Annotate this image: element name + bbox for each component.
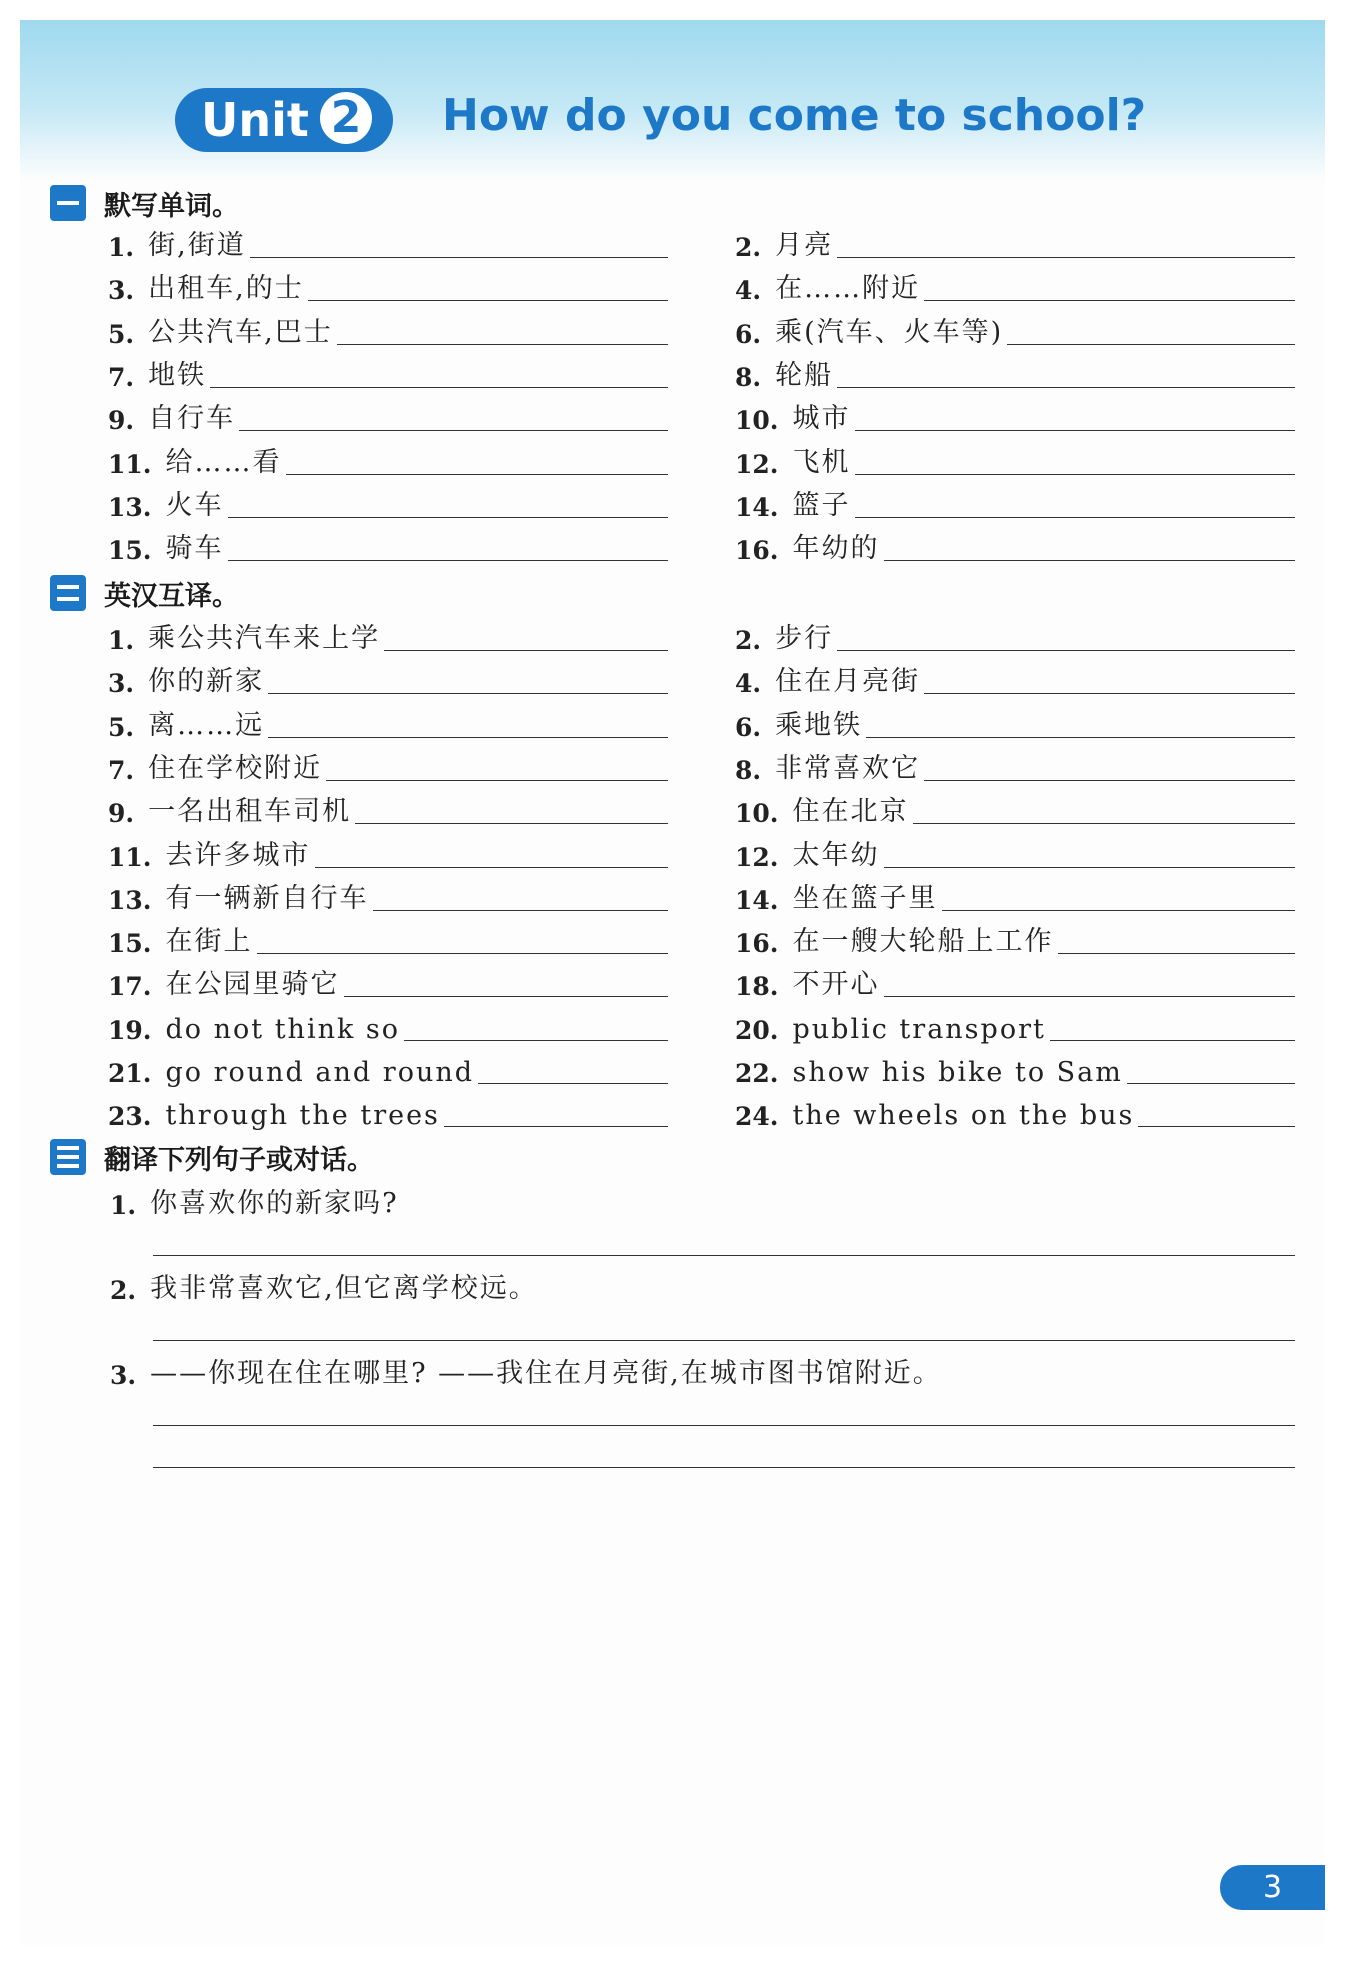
answer-blank[interactable]: [1127, 1082, 1295, 1084]
item-prompt: 住在月亮街: [775, 666, 921, 698]
exercise-item: [108, 265, 668, 305]
answer-blank[interactable]: [239, 429, 668, 431]
item-number: 3.: [108, 669, 135, 699]
answer-blank[interactable]: [373, 909, 669, 911]
item-number: 24.: [735, 1102, 779, 1132]
unit-label: Unit: [201, 93, 309, 147]
answer-blank[interactable]: [866, 736, 1295, 738]
item-number: 5.: [108, 712, 135, 742]
item-prompt: 街,街道: [148, 230, 246, 261]
exercise-item: [735, 482, 1295, 522]
item-number: 19.: [108, 1015, 152, 1045]
answer-blank[interactable]: [478, 1082, 668, 1084]
item-prompt: 公共汽车,巴士: [148, 316, 333, 348]
item-prompt: 乘地铁: [775, 709, 863, 741]
exercise-item: [108, 875, 668, 915]
item-prompt: 出租车,的士: [148, 273, 304, 305]
answer-blank[interactable]: [384, 649, 668, 651]
exercise-item: [735, 265, 1295, 305]
item-prompt: the wheels on the bus: [792, 1100, 1135, 1132]
answer-blank[interactable]: [837, 649, 1295, 651]
answer-blank[interactable]: [250, 256, 668, 258]
item-number: 2.: [735, 233, 762, 262]
item-prompt: do not think so: [165, 1013, 401, 1045]
section-2-title: 英汉互译。: [104, 580, 239, 612]
item-number: 2.: [735, 626, 762, 655]
item-number: 13.: [108, 492, 152, 522]
answer-blank[interactable]: [837, 386, 1295, 388]
answer-blank[interactable]: [228, 516, 669, 518]
item-prompt: 乘(汽车、火车等): [775, 316, 1004, 348]
worksheet-page: [20, 20, 1325, 1945]
answer-blank[interactable]: [884, 866, 1296, 868]
exercise-item: [735, 1005, 1295, 1045]
exercise-item: [735, 875, 1295, 915]
header-banner: [20, 20, 1325, 180]
item-number: 11.: [108, 842, 152, 872]
sentence-text: ——你现在住在哪里? ——我住在月亮街,在城市图书馆附近。: [150, 1358, 942, 1389]
item-number: 16.: [735, 536, 779, 566]
answer-blank[interactable]: [286, 473, 669, 475]
item-prompt: 在街上: [165, 926, 253, 958]
answer-blank[interactable]: [404, 1039, 668, 1041]
item-prompt: 轮船: [775, 359, 834, 391]
section-2-heading: [50, 573, 239, 613]
exercise-item: [108, 222, 668, 262]
answer-blank[interactable]: [1058, 952, 1296, 954]
exercise-item: [108, 482, 668, 522]
answer-blank[interactable]: [913, 822, 1296, 824]
item-number: 7.: [108, 755, 135, 785]
exercise-item: [735, 222, 1295, 262]
sentence-item: [110, 1180, 1295, 1220]
answer-line[interactable]: [153, 1340, 1295, 1341]
item-prompt: 年幼的: [792, 533, 880, 565]
item-number: 20.: [735, 1015, 779, 1045]
exercise-item: [108, 309, 668, 349]
exercise-item: [108, 1091, 668, 1131]
sentence-text: 我非常喜欢它,但它离学校远。: [150, 1273, 538, 1304]
item-prompt: 篮子: [792, 489, 851, 521]
exercise-item: [735, 788, 1295, 828]
item-prompt: 太年幼: [792, 839, 880, 871]
item-number: 7.: [108, 362, 135, 392]
section-2-number-icon: [50, 575, 86, 611]
exercise-item: [735, 1048, 1295, 1088]
item-number: 1.: [108, 233, 135, 262]
answer-blank[interactable]: [1007, 343, 1295, 345]
item-prompt: 离……远: [148, 709, 265, 741]
item-number: 8.: [735, 362, 762, 392]
section-1-heading: [50, 183, 239, 223]
answer-blank[interactable]: [326, 779, 668, 781]
answer-blank[interactable]: [268, 736, 668, 738]
item-number: 14.: [735, 492, 779, 522]
answer-blank[interactable]: [257, 952, 669, 954]
answer-blank[interactable]: [855, 473, 1296, 475]
sentence-number: 3.: [110, 1361, 137, 1390]
item-number: 17.: [108, 972, 152, 1002]
item-prompt: 步行: [775, 623, 834, 654]
exercise-item: [735, 615, 1295, 655]
answer-blank[interactable]: [837, 256, 1295, 258]
exercise-item: [108, 918, 668, 958]
exercise-item: [108, 832, 668, 872]
answer-blank[interactable]: [268, 692, 668, 694]
item-number: 8.: [735, 755, 762, 785]
item-prompt: 住在学校附近: [148, 752, 323, 784]
exercise-item: [108, 788, 668, 828]
item-prompt: 非常喜欢它: [775, 752, 921, 784]
answer-blank[interactable]: [855, 429, 1296, 431]
exercise-item: [735, 961, 1295, 1001]
item-number: 10.: [735, 406, 779, 436]
item-prompt: 城市: [792, 403, 851, 435]
answer-blank[interactable]: [210, 386, 668, 388]
item-number: 16.: [735, 929, 779, 959]
answer-blank[interactable]: [855, 516, 1296, 518]
exercise-item: [108, 525, 668, 565]
item-prompt: 自行车: [148, 403, 236, 435]
answer-blank[interactable]: [924, 692, 1295, 694]
sentence-item: [110, 1265, 1295, 1305]
answer-blank[interactable]: [924, 779, 1295, 781]
item-number: 13.: [108, 885, 152, 915]
exercise-item: [108, 352, 668, 392]
page-number: 3: [1220, 1865, 1325, 1910]
section-3-heading: [50, 1137, 374, 1177]
item-prompt: 在公园里骑它: [165, 969, 340, 1001]
item-prompt: 去许多城市: [165, 839, 311, 871]
item-prompt: 飞机: [792, 446, 851, 478]
item-prompt: 给……看: [165, 446, 282, 478]
item-prompt: go round and round: [165, 1057, 475, 1088]
sentence-text: 你喜欢你的新家吗?: [150, 1188, 399, 1219]
unit-number: 2: [320, 92, 372, 144]
exercise-item: [735, 309, 1295, 349]
answer-blank[interactable]: [337, 343, 668, 345]
exercise-item: [108, 745, 668, 785]
item-number: 12.: [735, 842, 779, 872]
answer-line[interactable]: [153, 1425, 1295, 1426]
answer-blank[interactable]: [228, 559, 669, 561]
item-prompt: 火车: [165, 489, 224, 521]
item-prompt: 乘公共汽车来上学: [148, 623, 381, 654]
item-number: 14.: [735, 885, 779, 915]
section-1-number-icon: [50, 185, 86, 221]
item-number: 4.: [735, 669, 762, 699]
item-prompt: 月亮: [775, 230, 834, 261]
answer-blank[interactable]: [1050, 1039, 1295, 1041]
section-3-title: 翻译下列句子或对话。: [104, 1144, 374, 1176]
exercise-item: [735, 745, 1295, 785]
answer-blank[interactable]: [1138, 1125, 1295, 1127]
answer-line[interactable]: [153, 1467, 1295, 1468]
exercise-item: [108, 961, 668, 1001]
answer-blank[interactable]: [924, 299, 1295, 301]
item-prompt: 你的新家: [148, 666, 265, 698]
exercise-item: [735, 395, 1295, 435]
item-prompt: 一名出租车司机: [148, 796, 352, 828]
exercise-item: [735, 658, 1295, 698]
exercise-item: [735, 918, 1295, 958]
exercise-item: [108, 1005, 668, 1045]
unit-badge: [175, 88, 393, 152]
exercise-item: [735, 439, 1295, 479]
exercise-item: [108, 1048, 668, 1088]
item-number: 3.: [108, 276, 135, 306]
answer-blank[interactable]: [344, 995, 669, 997]
item-number: 15.: [108, 929, 152, 959]
exercise-item: [108, 702, 668, 742]
section-3-number-icon: [50, 1139, 86, 1175]
item-number: 18.: [735, 972, 779, 1002]
sentence-item: [110, 1350, 1295, 1390]
exercise-item: [108, 395, 668, 435]
item-prompt: 在……附近: [775, 273, 921, 305]
exercise-item: [735, 525, 1295, 565]
answer-blank[interactable]: [355, 822, 668, 824]
exercise-item: [735, 832, 1295, 872]
item-number: 21.: [108, 1059, 152, 1088]
answer-line[interactable]: [153, 1255, 1295, 1256]
item-prompt: public transport: [792, 1013, 1046, 1045]
item-prompt: 住在北京: [792, 796, 909, 828]
item-prompt: 不开心: [792, 969, 880, 1001]
unit-title: How do you come to school?: [442, 90, 1147, 141]
answer-blank[interactable]: [884, 559, 1296, 561]
item-number: 9.: [108, 406, 135, 436]
item-number: 23.: [108, 1102, 152, 1132]
item-number: 12.: [735, 449, 779, 479]
exercise-item: [108, 658, 668, 698]
item-prompt: 地铁: [148, 359, 207, 391]
item-prompt: 有一辆新自行车: [165, 882, 369, 914]
item-number: 10.: [735, 799, 779, 829]
item-number: 15.: [108, 536, 152, 566]
item-prompt: through the trees: [165, 1100, 440, 1132]
exercise-item: [735, 702, 1295, 742]
exercise-item: [735, 352, 1295, 392]
item-prompt: 在一艘大轮船上工作: [792, 926, 1054, 958]
answer-blank[interactable]: [884, 995, 1296, 997]
answer-blank[interactable]: [308, 299, 668, 301]
item-number: 1.: [108, 626, 135, 655]
item-number: 9.: [108, 799, 135, 829]
exercise-item: [735, 1091, 1295, 1131]
exercise-item: [108, 439, 668, 479]
answer-blank[interactable]: [315, 866, 669, 868]
answer-blank[interactable]: [444, 1125, 668, 1127]
section-1-title: 默写单词。: [104, 190, 239, 222]
item-number: 4.: [735, 276, 762, 306]
sentence-number: 1.: [110, 1191, 137, 1220]
item-number: 11.: [108, 449, 152, 479]
answer-blank[interactable]: [942, 909, 1296, 911]
item-number: 6.: [735, 319, 762, 349]
sentence-number: 2.: [110, 1276, 137, 1305]
item-number: 5.: [108, 319, 135, 349]
exercise-item: [108, 615, 668, 655]
item-prompt: 骑车: [165, 533, 224, 565]
item-prompt: 坐在篮子里: [792, 882, 938, 914]
item-prompt: show his bike to Sam: [792, 1057, 1123, 1088]
item-number: 6.: [735, 712, 762, 742]
item-number: 22.: [735, 1059, 779, 1088]
